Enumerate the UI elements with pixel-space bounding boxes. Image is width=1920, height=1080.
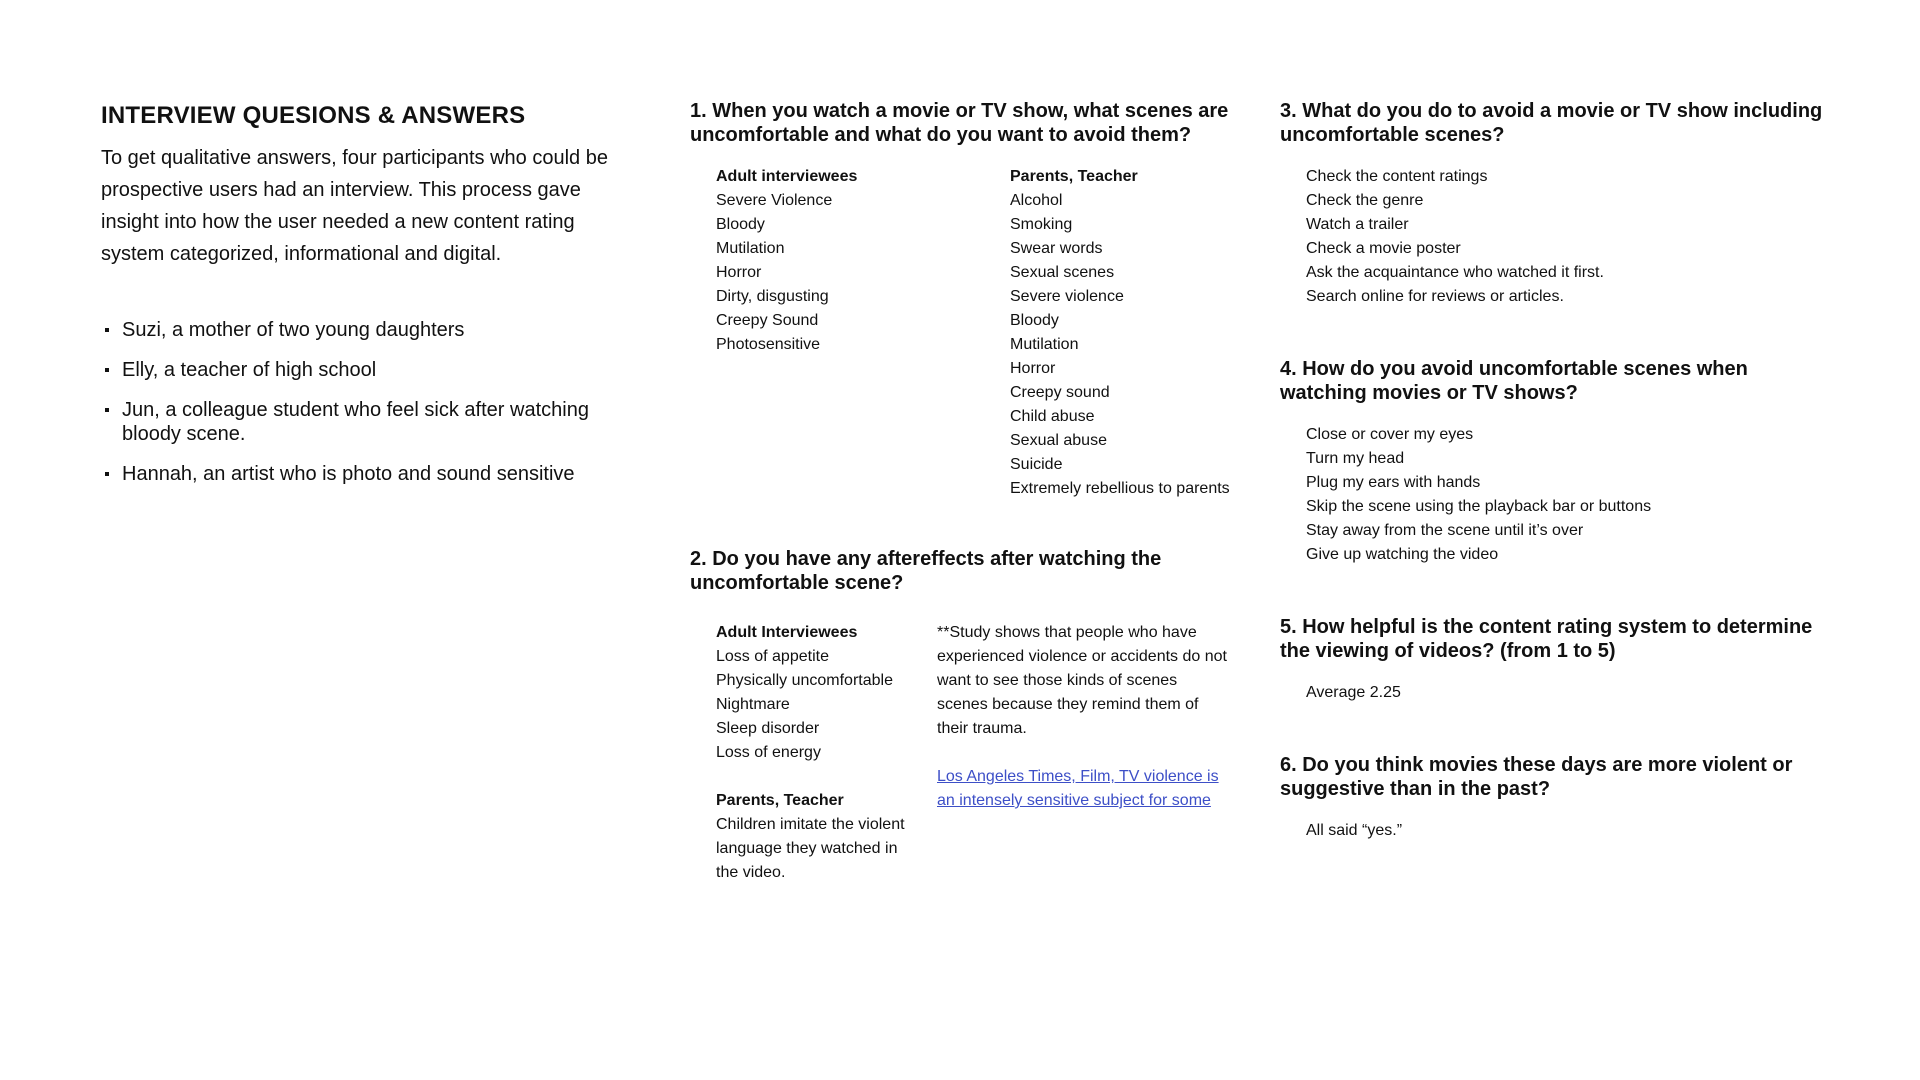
list-item: Nightmare [716,696,790,713]
bullet-icon [105,408,109,412]
bullet-icon [105,328,109,332]
bullet-icon [105,472,109,476]
question-1-title: 1. When you watch a movie or TV show, what scenes are uncomfortable and what do you want to avoid them? [690,100,1229,146]
question-5 [1280,615,1840,705]
list-item: Mutilation [1010,336,1079,353]
page-title: INTERVIEW QUESIONS & ANSWERS [101,102,526,129]
list-item: Sexual abuse [1010,432,1107,449]
q1-parents-heading: Parents, Teacher [1010,168,1138,185]
q1-parents-group [1010,165,1270,501]
source-link[interactable]: Los Angeles Times, Film, TV violence is an intensely sensitive subject for some [937,768,1219,809]
question-4 [1280,357,1840,567]
q2-study-note [937,621,1227,813]
question-1 [690,99,1230,147]
list-item: Check a movie poster [1306,240,1461,257]
participant-item [101,398,611,446]
list-item: Loss of energy [716,744,821,761]
list-item: Severe Violence [716,192,833,209]
list-item: Close or cover my eyes [1306,426,1474,443]
list-item: Suicide [1010,456,1063,473]
list-item: Sexual scenes [1010,264,1115,281]
list-item: Creepy sound [1010,384,1110,401]
list-item: Watch a trailer [1306,216,1409,233]
list-item: Stay away from the scene until it’s over [1306,522,1584,539]
q2-answers-group [716,621,916,885]
list-item: Child abuse [1010,408,1095,425]
list-item: Check the content ratings [1306,168,1488,185]
q4-answers-list [1306,423,1840,567]
list-item: Creepy Sound [716,312,819,329]
list-item: Sleep disorder [716,720,820,737]
q3-answers-list [1306,165,1840,309]
q2-adults-list [716,645,916,765]
list-item: Horror [1010,360,1056,377]
q6-answers-list [1306,819,1840,843]
q2-parents-text: Children imitate the violent language they watched in the video. [716,816,905,881]
question-6 [1280,753,1840,843]
participant-text: Jun, a colleague student who feel sick after watching bloody scene. [122,399,589,445]
list-item: Swear words [1010,240,1103,257]
participant-item [101,358,611,382]
question-3 [1280,99,1840,309]
list-item: Skip the scene using the playback bar or buttons [1306,498,1652,515]
list-item: Dirty, disgusting [716,288,829,305]
q2-parents-heading: Parents, Teacher [716,792,844,809]
participant-item [101,462,611,486]
q1-adults-heading: Adult interviewees [716,168,858,185]
question-2 [690,547,1190,595]
list-item: Horror [716,264,762,281]
participant-text: Suzi, a mother of two young daughters [122,319,465,341]
list-item: Bloody [1010,312,1059,329]
list-item: Severe violence [1010,288,1124,305]
question-3-title: 3. What do you do to avoid a movie or TV show including uncomfortable scenes? [1280,100,1823,146]
participant-text: Hannah, an artist who is photo and sound sensitive [122,463,575,485]
q1-adults-group [716,165,986,357]
list-item: Check the genre [1306,192,1424,209]
q5-answers-list [1306,681,1840,705]
list-item: Mutilation [716,240,785,257]
participant-item [101,318,611,342]
list-item: Search online for reviews or articles. [1306,288,1564,305]
list-item: Physically uncomfortable [716,672,893,689]
q2-adults-heading: Adult Interviewees [716,624,858,641]
list-item: Loss of appetite [716,648,829,665]
intro-column [101,100,611,502]
list-item: Plug my ears with hands [1306,474,1481,491]
question-2-title: 2. Do you have any aftereffects after watching the uncomfortable scene? [690,548,1162,594]
list-item: Smoking [1010,216,1073,233]
q1-parents-list [1010,189,1270,501]
question-5-title: 5. How helpful is the content rating system to determine the viewing of videos? (from 1 to 5) [1280,616,1813,662]
list-item: Give up watching the video [1306,546,1499,563]
list-item: Photosensitive [716,336,821,353]
list-item: All said “yes.” [1306,822,1403,839]
list-item: Ask the acquaintance who watched it first. [1306,264,1604,281]
list-item: Extremely rebellious to parents [1010,480,1230,497]
list-item: Bloody [716,216,765,233]
bullet-icon [105,368,109,372]
list-item: Alcohol [1010,192,1063,209]
participant-list [101,318,611,486]
intro-paragraph: To get qualitative answers, four participants who could be prospective users had an interview. This process gave insight into how the user needed a new content rating system categorized, informational and digital. [101,147,608,265]
participant-text: Elly, a teacher of high school [122,359,377,381]
question-4-title: 4. How do you avoid uncomfortable scenes when watching movies or TV shows? [1280,358,1748,404]
study-note-text: **Study shows that people who have experienced violence or accidents do not want to see those kinds of scenes scenes because they remind them of their trauma. [937,624,1227,737]
question-6-title: 6. Do you think movies these days are more violent or suggestive than in the past? [1280,754,1793,800]
list-item: Turn my head [1306,450,1405,467]
questions-column-middle [690,99,1270,999]
questions-column-right [1280,99,1840,999]
list-item: Average 2.25 [1306,684,1401,701]
q1-adults-list [716,189,986,357]
